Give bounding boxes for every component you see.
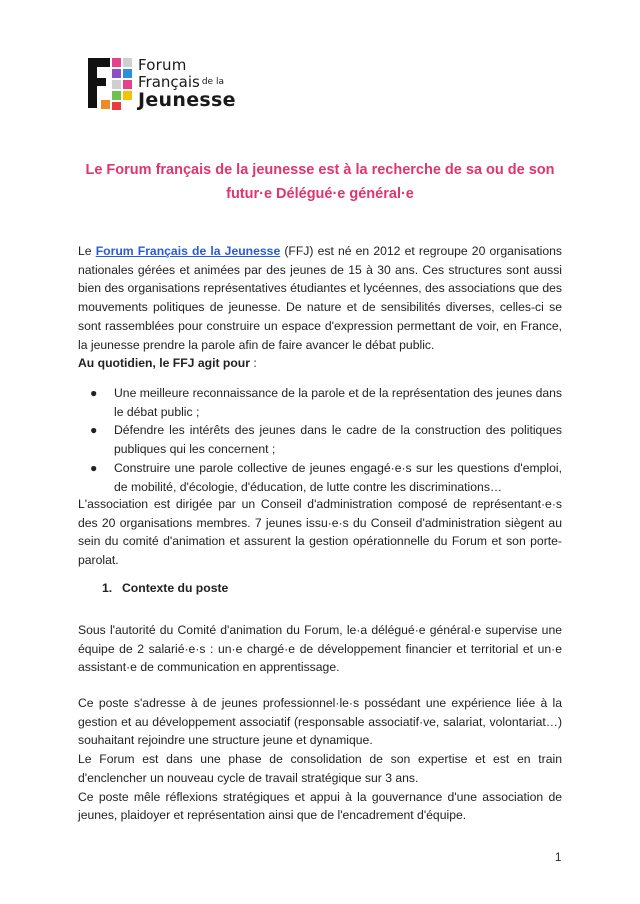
list-item-text: Construire une parole collective de jeunes engagé·e·s sur les questions d'emploi, de mobilité, d'écologie, d'éducation, de lutte contre les discriminations… xyxy=(114,460,562,494)
profile-line: Le Forum est dans une phase de consolidation de son expertise et est en train d'enclencher un nouveau cycle de travail stratégique sur 3 ans. xyxy=(78,752,562,785)
list-item xyxy=(78,384,562,421)
page-title: Le Forum français de la jeunesse est à la recherche de sa ou de son futur·e Délégué·e général·e xyxy=(85,162,555,202)
ffj-logo xyxy=(88,54,288,112)
lead-rest: : xyxy=(249,356,257,370)
ffj-link[interactable]: Forum Français de la Jeunesse xyxy=(95,244,281,258)
profile-line: Ce poste mêle réflexions stratégiques et appui à la gouvernance d'une association de jeunes, plaidoyer et représentation ainsi que de l'encadrement d'équipe. xyxy=(78,789,562,823)
section-title: Contexte du poste xyxy=(122,581,229,595)
list-item xyxy=(78,421,562,458)
section-heading xyxy=(102,581,228,595)
intro-paragraph xyxy=(78,242,562,354)
governance-paragraph: L'association est dirigée par un Conseil d'administration composé de représentant·e·s des 20 organisations membres. 7 jeunes issu·e·s du Conseil d'administration siègent au sein du comité d'animation et assurent la gestion opérationnelle du Forum et son porte-parolat. xyxy=(78,497,562,568)
bullet-icon: ● xyxy=(90,460,98,475)
bullet-icon: ● xyxy=(90,386,98,400)
lead-bold: Au quotidien, le FFJ agit pour xyxy=(78,356,250,370)
lead-line xyxy=(78,354,562,373)
section-number: 1. xyxy=(102,581,113,595)
list-item-text: Une meilleure reconnaissance de la parole et de la représentation des jeunes dans le débat public ; xyxy=(114,386,562,419)
list-item xyxy=(78,459,562,496)
context-paragraph: Sous l'autorité du Comité d'animation du Forum, le·a délégué·e général·e supervise une équipe de 2 salarié·e·s : un·e chargé·e de développement financier et territorial et un·e assistant·e de communication en apprentissage. xyxy=(78,623,562,675)
page-number: 1 xyxy=(555,852,562,864)
logo-line-2 xyxy=(138,75,236,90)
profile-line: Ce poste s'adresse à de jeunes professionnel·le·s possédant une expérience liée à la gestion et au développement associatif (responsable associatif·ve, salariat, volontariat…) souhaitant rejoindre une structure jeune et dynamique. xyxy=(78,696,562,748)
logo-line-2-main: Français xyxy=(138,73,200,91)
intro-text-after: (FFJ) est né en 2012 et regroupe 20 organisations nationales gérées et animées par des jeunes de 15 à 30 ans. Ces structures sont aussi bien des organisations représentatives étudiantes et lycéennes, des associations que des mouvements politiques de jeunesse. De nature et de sensibilités diverses, celles-ci se sont rassemblées pour construire un espace d'expression permettant de voir, en France, la jeunesse prendre la parole afin de faire avancer le débat public. xyxy=(78,244,562,352)
logo-line-1: Forum xyxy=(138,56,187,74)
logo-wordmark xyxy=(138,58,236,110)
profile-paragraph xyxy=(78,694,562,825)
logo-line-2-small: de la xyxy=(201,77,224,87)
bullet-icon: ● xyxy=(90,423,98,438)
list-item-text: Défendre les intérêts des jeunes dans le cadre de la construction des politiques publiques qui les concernent ; xyxy=(114,423,562,457)
logo-line-3: Jeunesse xyxy=(138,89,236,111)
action-list xyxy=(78,384,562,496)
intro-text-before: Le xyxy=(78,244,96,258)
